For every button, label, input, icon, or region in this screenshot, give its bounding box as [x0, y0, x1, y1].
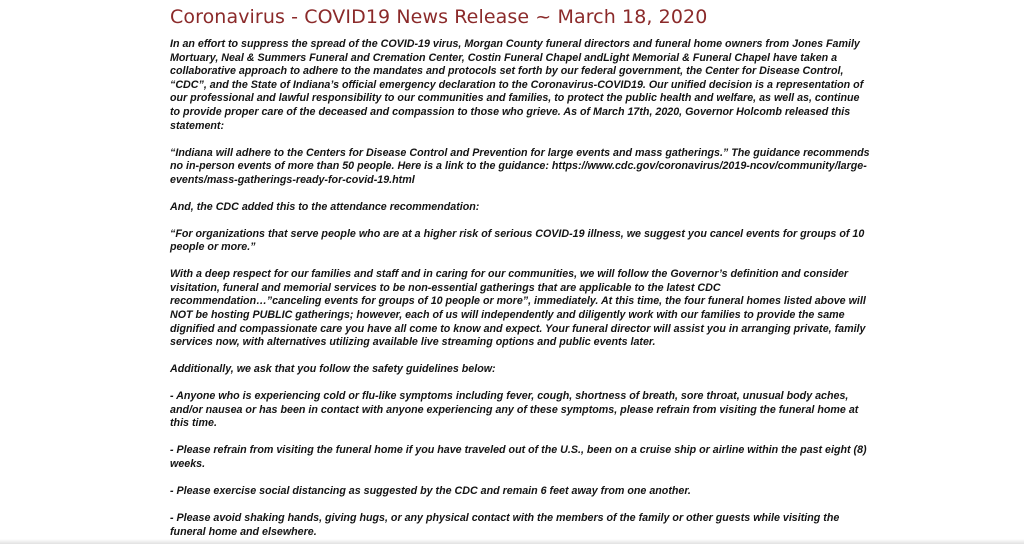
decision-paragraph: With a deep respect for our families and staff and in caring for our communities, we will follow the Governor’s definition and consider visitation, funeral and memorial services to be non-essential gatherings that are applicable to the latest CDC recommendation…”canceling events for groups of 10 people or more”, immediately. At this time, the four funeral homes listed above will NOT be hosting PUBLIC gatherings; however, each of us will independently and diligently work with our families to provide the same dignified and compassionate care you have all come to know and expect. Your funeral director will assist you in arranging private, family services now, with alternatives utilizing available live streaming options and public events later.	[170, 268, 866, 349]
news-release-article	[170, 4, 870, 544]
page-title: Coronavirus - COVID19 News Release ~ March 18, 2020	[170, 6, 708, 28]
safety-guidelines-intro: Additionally, we ask that you follow the safety guidelines below:	[170, 363, 496, 376]
intro-paragraph: In an effort to suppress the spread of the COVID-19 virus, Morgan County funeral directors and funeral home owners from Jones Family Mortuary, Neal & Summers Funeral and Cremation Center, Costin Funeral Chapel andLight Memorial & Funeral Chapel have taken a collaborative approach to adhere to the mandates and protocols set forth by our federal government, the Center for Disease Control, “CDC”, and the State of Indiana’s official emergency declaration to the Coronavirus-COVID19. Our unified decision is a representation of our professional and lawful responsibility to our communities and families, to protect the public health and welfare, as well as, continue to provide proper care of the deceased and compassion to those who grieve. As of March 17th, 2020, Governor Holcomb released this statement:	[170, 38, 864, 132]
guideline-travel: - Please refrain from visiting the funeral home if you have traveled out of the U.S., been on a cruise ship or airline within the past eight (8) weeks.	[170, 444, 867, 470]
guideline-no-contact: - Please avoid shaking hands, giving hugs, or any physical contact with the members of the family or other guests while visiting the funeral home and elsewhere.	[170, 511, 840, 538]
guideline-distancing: - Please exercise social distancing as suggested by the CDC and remain 6 feet away from one another.	[170, 484, 691, 497]
governor-statement-paragraph: “Indiana will adhere to the Centers for Disease Control and Prevention for large events and mass gatherings.” The guidance recommends no in-person events of more than 50 people. Here is a link to the guidance: https://www.cdc.gov/coronavirus/2019-ncov/community/large-events/mass-gatherings-ready-for-covid-19.html	[170, 146, 870, 186]
cdc-recommendation-quote: “For organizations that serve people who are at a higher risk of serious COVID-19 illness, we suggest you cancel events for groups of 10 people or more.”	[170, 227, 865, 254]
bottom-edge-shadow	[0, 539, 1024, 544]
cdc-added-paragraph: And, the CDC added this to the attendance recommendation:	[170, 200, 480, 213]
guideline-symptoms: - Anyone who is experiencing cold or flu-like symptoms including fever, cough, shortness of breath, sore throat, unusual body aches, and/or nausea or has been in contact with anyone experiencing any of these symptoms, please refrain from visiting the funeral home at this time.	[170, 390, 859, 430]
